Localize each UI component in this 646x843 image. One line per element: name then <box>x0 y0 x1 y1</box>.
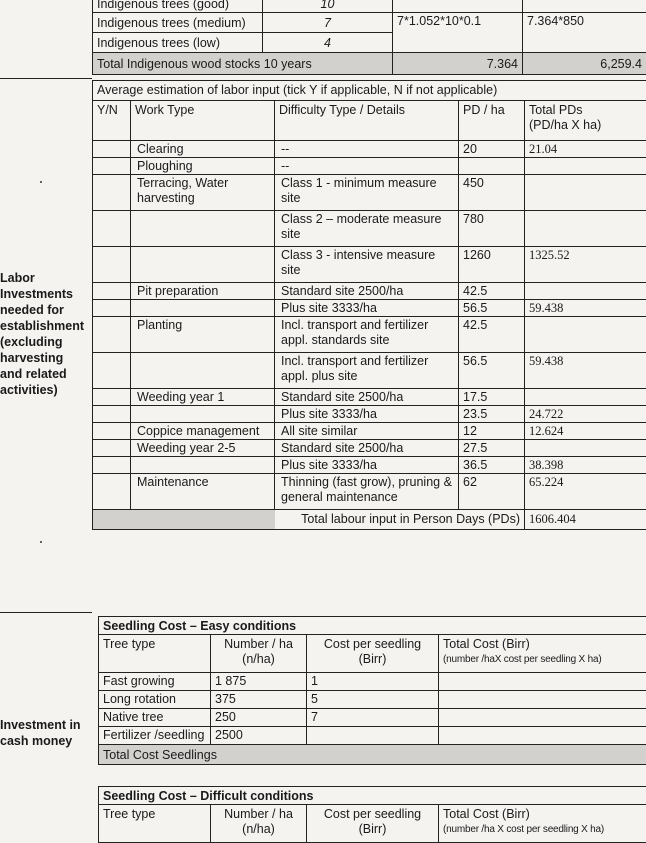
header-row <box>99 635 646 673</box>
work-type-cell: Weeding year 1 <box>131 389 275 406</box>
total-pd-cell <box>525 158 646 175</box>
yn-cell <box>93 406 131 423</box>
work-type-cell <box>131 457 275 474</box>
number-cell: 1 875 <box>211 673 307 691</box>
difficulty-cell: Standard site 2500/ha <box>275 389 459 406</box>
formula-cell <box>393 0 523 13</box>
yn-cell <box>93 141 131 158</box>
table-row <box>99 691 646 709</box>
table-row <box>99 673 646 691</box>
difficulty-cell: Class 2 – moderate measure site <box>275 211 459 247</box>
difficulty-cell: Thinning (fast grow), pruning & general maintenance <box>275 474 459 510</box>
difficulty-cell: Plus site 3333/ha <box>275 457 459 474</box>
cost-cell <box>307 727 439 745</box>
labor-side-label: Labor Investments needed for establishment (excluding harvesting and related activities) <box>0 270 84 398</box>
total-pd-cell: 59.438 <box>525 353 646 389</box>
pd-ha-cell: 36.5 <box>459 457 525 474</box>
total-pd-cell <box>525 175 646 211</box>
pd-ha-cell <box>459 158 525 175</box>
difficulty-header: Difficulty Type / Details <box>275 101 459 141</box>
difficulty-cell: Class 1 - minimum measure site <box>275 175 459 211</box>
cost-cell: 5 <box>307 691 439 709</box>
pd-ha-cell: 62 <box>459 474 525 510</box>
work-type-cell <box>131 406 275 423</box>
difficulty-cell: Class 3 - intensive measure site <box>275 247 459 283</box>
yn-cell <box>93 283 131 300</box>
table-row <box>93 457 646 474</box>
dot <box>40 541 42 543</box>
seedling-easy-title: Seedling Cost – Easy conditions <box>99 617 646 635</box>
pd-ha-cell: 450 <box>459 175 525 211</box>
tree-class-label: Indigenous trees (low) <box>93 33 263 53</box>
work-type-cell <box>131 353 275 389</box>
tree-class-value: 7 <box>263 13 393 33</box>
work-type-header: Work Type <box>131 101 275 141</box>
table-title-row <box>93 81 646 101</box>
total-cost-header <box>439 805 646 843</box>
table-row <box>93 300 646 317</box>
number-cell: 375 <box>211 691 307 709</box>
result-cell: 7.364*850 <box>523 13 646 53</box>
pd-ha-cell: 780 <box>459 211 525 247</box>
divider <box>0 78 92 79</box>
pd-ha-cell: 27.5 <box>459 440 525 457</box>
total-cost-cell <box>439 709 646 727</box>
pd-ha-cell: 23.5 <box>459 406 525 423</box>
difficulty-cell: Standard site 2500/ha <box>275 440 459 457</box>
difficulty-cell: -- <box>275 158 459 175</box>
work-type-cell <box>131 247 275 283</box>
total-pd-cell <box>525 283 646 300</box>
tree-type-cell: Native tree <box>99 709 211 727</box>
work-type-cell: Coppice management <box>131 423 275 440</box>
total-cost-header-sub: (number /ha X cost per seedling X ha) <box>443 822 642 837</box>
cost-header: Cost per seedling (Birr) <box>307 635 439 673</box>
total-pd-cell: 21.04 <box>525 141 646 158</box>
yn-cell <box>93 317 131 353</box>
total-cost-header <box>439 635 646 673</box>
cost-cell: 7 <box>307 709 439 727</box>
table-row <box>93 423 646 440</box>
total-pd-cell <box>525 211 646 247</box>
labor-title: Average estimation of labor input (tick Y if applicable, N if not applicable) <box>93 81 646 101</box>
pd-ha-cell: 12 <box>459 423 525 440</box>
table-row <box>93 13 646 33</box>
seedling-difficult-title: Seedling Cost – Difficult conditions <box>99 787 646 805</box>
work-type-cell: Terracing, Water harvesting <box>131 175 275 211</box>
header-row <box>99 805 646 843</box>
pd-ha-cell: 56.5 <box>459 300 525 317</box>
seedling-easy-table <box>98 616 646 765</box>
total-pd-cell <box>525 389 646 406</box>
labor-table <box>92 80 646 530</box>
table-row <box>93 211 646 247</box>
yn-cell <box>93 457 131 474</box>
pd-ha-cell: 17.5 <box>459 389 525 406</box>
labor-total-value: 1606.404 <box>525 510 646 530</box>
tree-type-header: Tree type <box>99 805 211 843</box>
dot <box>40 181 42 183</box>
total-cost-cell <box>439 727 646 745</box>
total-pd-cell: 1325.52 <box>525 247 646 283</box>
number-cell: 250 <box>211 709 307 727</box>
wood-stocks-table <box>92 0 646 75</box>
total-result: 6,259.4 <box>523 53 646 75</box>
total-cost-cell <box>439 673 646 691</box>
tree-type-cell: Long rotation <box>99 691 211 709</box>
tree-class-label: Indigenous trees (good) <box>93 0 263 13</box>
total-pd-cell: 24.722 <box>525 406 646 423</box>
pd-ha-cell: 42.5 <box>459 317 525 353</box>
total-pd-cell <box>525 440 646 457</box>
total-pd-cell <box>525 317 646 353</box>
table-title-row <box>99 617 646 635</box>
table-row <box>93 247 646 283</box>
tree-type-cell: Fast growing <box>99 673 211 691</box>
total-row <box>99 745 646 765</box>
total-pd-cell: 38.398 <box>525 457 646 474</box>
difficulty-cell: Standard site 2500/ha <box>275 283 459 300</box>
difficulty-cell: Incl. transport and fertilizer appl. standards site <box>275 317 459 353</box>
yn-cell <box>93 353 131 389</box>
total-row <box>93 53 646 75</box>
seedling-difficult-table <box>98 786 646 843</box>
tree-class-value: 4 <box>263 33 393 53</box>
labor-total-label: Total labour input in Person Days (PDs) <box>275 510 525 530</box>
number-header: Number / ha (n/ha) <box>211 635 307 673</box>
table-row <box>93 353 646 389</box>
cost-header: Cost per seedling (Birr) <box>307 805 439 843</box>
cost-cell: 1 <box>307 673 439 691</box>
total-cost-header-label: Total Cost (Birr) <box>443 807 642 822</box>
difficulty-cell: Plus site 3333/ha <box>275 300 459 317</box>
yn-cell <box>93 158 131 175</box>
difficulty-cell: All site similar <box>275 423 459 440</box>
table-row <box>99 727 646 745</box>
table-row <box>93 158 646 175</box>
work-type-cell: Weeding year 2-5 <box>131 440 275 457</box>
total-cost-header-label: Total Cost (Birr) <box>443 637 642 652</box>
yn-cell <box>93 389 131 406</box>
yn-cell <box>93 300 131 317</box>
difficulty-cell: Incl. transport and fertilizer appl. plus site <box>275 353 459 389</box>
difficulty-cell: Plus site 3333/ha <box>275 406 459 423</box>
blank-cell <box>93 510 275 530</box>
work-type-cell: Pit preparation <box>131 283 275 300</box>
pd-ha-header: PD / ha <box>459 101 525 141</box>
table-row <box>93 317 646 353</box>
yn-cell <box>93 175 131 211</box>
tree-type-cell: Fertilizer /seedling <box>99 727 211 745</box>
total-pd-cell: 12.624 <box>525 423 646 440</box>
total-cost-cell <box>439 691 646 709</box>
yn-cell <box>93 423 131 440</box>
total-pd-cell: 65.224 <box>525 474 646 510</box>
work-type-cell: Planting <box>131 317 275 353</box>
table-row <box>93 440 646 457</box>
yn-cell <box>93 247 131 283</box>
divider <box>0 612 92 613</box>
table-title-row <box>99 787 646 805</box>
table-row <box>93 406 646 423</box>
result-cell <box>523 0 646 13</box>
pd-ha-cell: 1260 <box>459 247 525 283</box>
table-row <box>93 389 646 406</box>
total-cost-header-sub: (number /haX cost per seedling X ha) <box>443 652 642 667</box>
number-cell: 2500 <box>211 727 307 745</box>
header-row <box>93 101 646 141</box>
table-row <box>99 709 646 727</box>
work-type-cell <box>131 211 275 247</box>
yn-cell <box>93 474 131 510</box>
cash-side-label: Investment in cash money <box>0 717 81 749</box>
table-row <box>93 175 646 211</box>
total-value: 7.364 <box>393 53 523 75</box>
yn-cell <box>93 211 131 247</box>
seedling-total-label: Total Cost Seedlings <box>99 745 646 765</box>
yn-header: Y/N <box>93 101 131 141</box>
table-row <box>93 0 646 13</box>
work-type-cell: Clearing <box>131 141 275 158</box>
pd-ha-cell: 56.5 <box>459 353 525 389</box>
table-row <box>93 283 646 300</box>
table-row <box>93 474 646 510</box>
pd-ha-cell: 42.5 <box>459 283 525 300</box>
tree-class-label: Indigenous trees (medium) <box>93 13 263 33</box>
difficulty-cell: -- <box>275 141 459 158</box>
work-type-cell: Maintenance <box>131 474 275 510</box>
total-label: Total Indigenous wood stocks 10 years <box>93 53 393 75</box>
work-type-cell <box>131 300 275 317</box>
total-header: Total PDs (PD/ha X ha) <box>525 101 646 141</box>
total-pd-cell: 59.438 <box>525 300 646 317</box>
table-row <box>93 141 646 158</box>
work-type-cell: Ploughing <box>131 158 275 175</box>
total-row <box>93 510 646 530</box>
tree-type-header: Tree type <box>99 635 211 673</box>
number-header: Number / ha (n/ha) <box>211 805 307 843</box>
yn-cell <box>93 440 131 457</box>
pd-ha-cell: 20 <box>459 141 525 158</box>
tree-class-value: 10 <box>263 0 393 13</box>
formula-cell: 7*1.052*10*0.1 <box>393 13 523 53</box>
